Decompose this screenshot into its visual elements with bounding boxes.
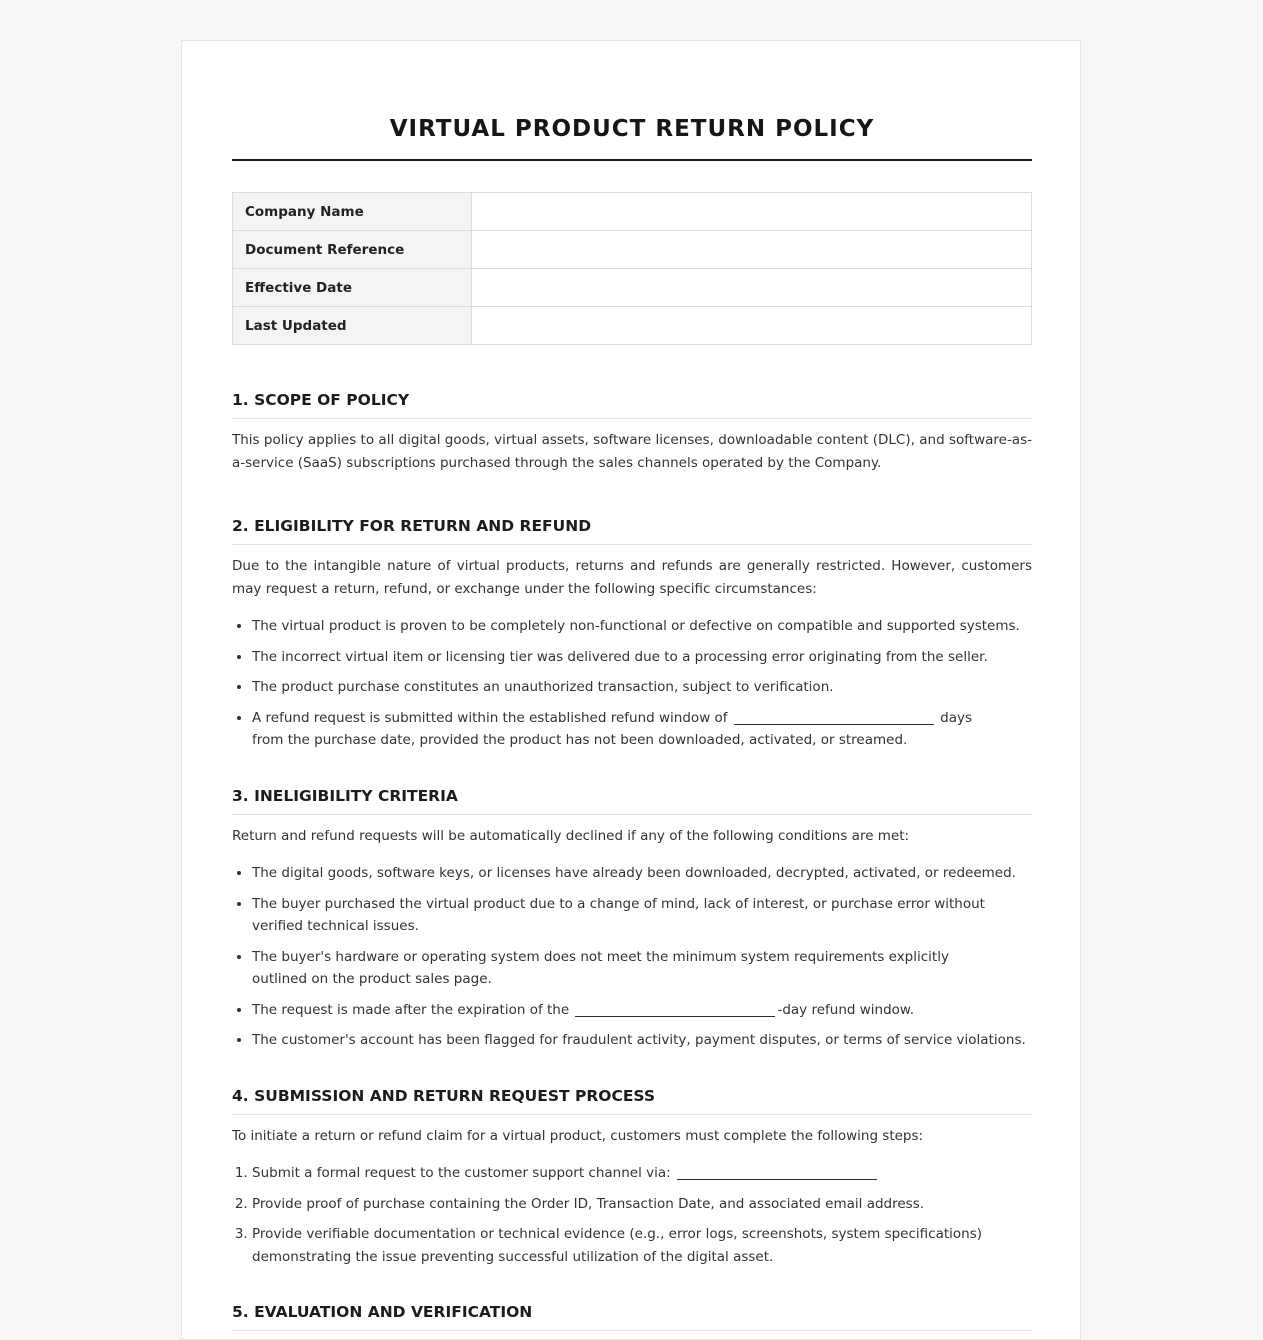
section-submission (232, 1086, 1032, 1269)
last-updated-field[interactable] (472, 307, 1032, 345)
section-evaluation (232, 1302, 1032, 1331)
section-scope (232, 390, 1032, 474)
list-item: • The digital goods, software keys, or licenses have already been downloaded, decrypted, activated, or redeemed. (252, 862, 1032, 885)
effective-date-label: Effective Date (233, 269, 472, 307)
list-item: 3. Provide verifiable documentation or technical evidence (e.g., error logs, screenshots, system specifications) demonstrating the issue preventing successful utilization of the digital asset. (252, 1223, 1032, 1268)
submission-steps-list (232, 1162, 1032, 1268)
list-item: 2. Provide proof of purchase containing the Order ID, Transaction Date, and associated email address. (252, 1193, 1032, 1216)
document-info-table (232, 192, 1032, 345)
title-divider (232, 159, 1032, 161)
list-item: • The virtual product is proven to be completely non-functional or defective on compatible and supported systems. (252, 615, 1032, 638)
eligibility-list (232, 615, 1032, 752)
list-item (252, 1162, 1032, 1185)
document-body (232, 41, 1032, 1331)
section-text: This policy applies to all digital goods, virtual assets, software licenses, downloadable content (DLC), and software-as-a-service (SaaS) subscriptions purchased through the sales channels operated by the Company. (232, 432, 1032, 471)
section-text: To initiate a return or refund claim for a virtual product, customers must complete the following steps: (232, 1127, 924, 1144)
document-reference-label: Document Reference (233, 231, 472, 269)
section-heading: 1. SCOPE OF POLICY (232, 390, 1032, 419)
last-updated-label: Last Updated (233, 307, 472, 345)
table-row (233, 193, 1032, 231)
table-row (233, 231, 1032, 269)
list-item: • The customer's account has been flagged for fraudulent activity, payment disputes, or terms of service violations. (252, 1029, 1032, 1052)
section-heading: 5. EVALUATION AND VERIFICATION (232, 1302, 1032, 1331)
section-text: Return and refund requests will be automatically declined if any of the following conditions are met: (232, 827, 910, 844)
table-row (233, 269, 1032, 307)
document-title: VIRTUAL PRODUCT RETURN POLICY (389, 116, 875, 142)
list-item: • The buyer's hardware or operating system does not meet the minimum system requirements explicitly outlined on the product sales page. (252, 946, 1032, 991)
table-row (233, 307, 1032, 345)
section-heading: 4. SUBMISSION AND RETURN REQUEST PROCESS (232, 1086, 1032, 1115)
company-name-label: Company Name (233, 193, 472, 231)
list-item (252, 707, 1032, 752)
document-page (181, 40, 1081, 1340)
refund-window-expiration-blank[interactable] (575, 1002, 775, 1017)
effective-date-field[interactable] (472, 269, 1032, 307)
item-text-before: A refund request is submitted within the established refund window of (252, 709, 728, 726)
ineligibility-list (232, 862, 1032, 1052)
section-ineligibility (232, 786, 1032, 1052)
list-item: • The incorrect virtual item or licensing tier was delivered due to a processing error originating from the seller. (252, 646, 1032, 669)
document-reference-field[interactable] (472, 231, 1032, 269)
list-item (252, 999, 1032, 1022)
section-text: Due to the intangible nature of virtual products, returns and refunds are generally restricted. However, customers may request a return, refund, or exchange under the following specific circumstances: (232, 558, 1032, 597)
item-text-before: The request is made after the expiration of the (252, 1001, 570, 1018)
item-text-before: Submit a formal request to the customer support channel via: (252, 1165, 671, 1181)
section-heading: 2. ELIGIBILITY FOR RETURN AND REFUND (232, 516, 1032, 545)
company-name-field[interactable] (472, 193, 1032, 231)
section-eligibility (232, 516, 1032, 752)
section-heading: 3. INELIGIBILITY CRITERIA (232, 786, 1032, 815)
item-text-after: -day refund window. (777, 1001, 915, 1018)
support-channel-blank[interactable] (677, 1165, 877, 1180)
item-text-after: days from the purchase date, provided the product has not been downloaded, activated, or streamed. (252, 709, 973, 748)
list-item: • The product purchase constitutes an unauthorized transaction, subject to verification. (252, 676, 1032, 699)
refund-window-days-blank[interactable] (734, 710, 934, 725)
list-item: • The buyer purchased the virtual product due to a change of mind, lack of interest, or purchase error without verified technical issues. (252, 893, 1032, 938)
